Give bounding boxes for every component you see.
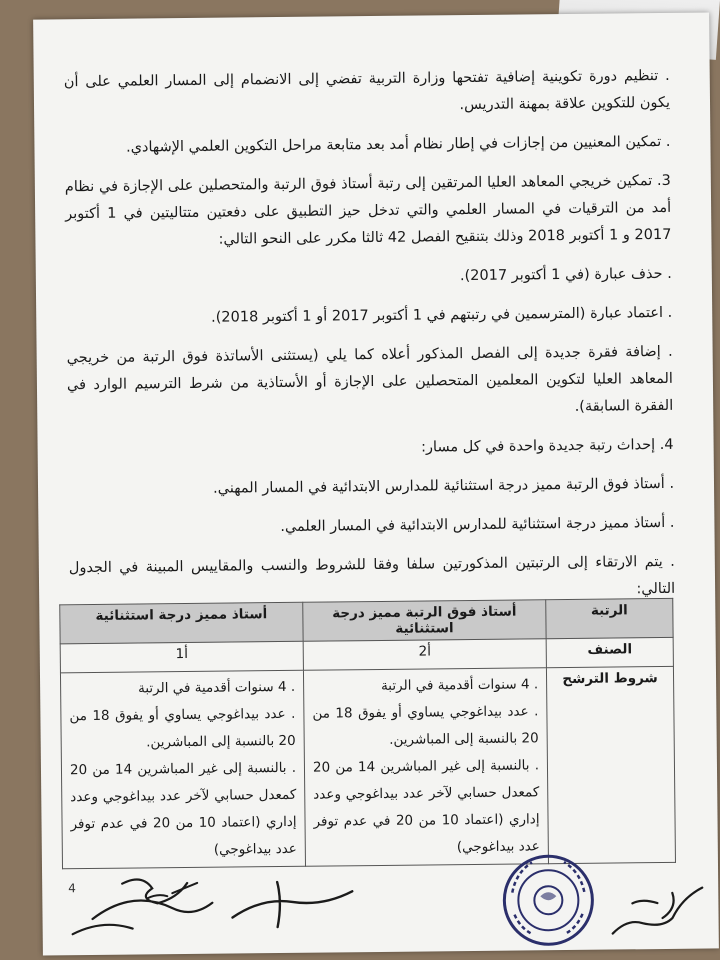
condition-non-active: . بالنسبة إلى غير المباشرين 14 من 20 كمعدل حسابي لآخر عدد بيداغوجي وعدد إداري (اعتماد 10 من 20 في عدم توفر عدد بيداغوجي) bbox=[312, 757, 540, 856]
table-row bbox=[60, 666, 675, 868]
header-senior-teacher: أستاذ فوق الرتبة مميز درجة استثنائية bbox=[303, 600, 546, 642]
category-senior: أ2 bbox=[303, 639, 546, 671]
page-number: 4 bbox=[68, 881, 76, 896]
paragraph-new-clause: . إضافة فقرة جديدة إلى الفصل المذكور أعلاه كما يلي (يستثنى الأساتذة فوق الرتبة من خريجي المعاهد العليا لتكوين المعلمين المتحصلين على الإجازة أو الأستاذية من شرط الترسيم الوارد في الفقرة السابقة). bbox=[66, 343, 674, 415]
document-body bbox=[64, 63, 676, 621]
condition-seniority: . 4 سنوات أقدمية في الرتبة bbox=[137, 678, 296, 697]
table-header-row bbox=[60, 598, 673, 643]
condition-non-active: . بالنسبة إلى غير المباشرين 14 من 20 كمعدل حسابي لآخر عدد بيداغوجي وعدد إداري (اعتماد 10 من 20 في عدم توفر عدد بيداغوجي) bbox=[69, 759, 297, 858]
condition-pedagogical-score: . عدد بيداغوجي يساوي أو يفوق 18 من 20 بالنسبة إلى المباشرين. bbox=[312, 703, 539, 748]
header-grade: الرتبة bbox=[546, 598, 673, 638]
condition-pedagogical-score: . عدد بيداغوجي يساوي أو يفوق 18 من 20 بالنسبة إلى المباشرين. bbox=[69, 705, 296, 751]
paragraph-item-3: 3. تمكين خريجي المعاهد العليا المرتقين إلى رتبة أستاذ فوق الرتبة والمتحصلين على الإجازة في نظام أمد من الترقيات في المسار العلمي والتي تدخل حيز التطبيق على دفعتين متتاليتين في 1 أكتوبر 2017 و 1 أكتوبر 2018 وذلك بتنقيح الفصل 42 ثالثا مكرر على النحو التالي: bbox=[64, 172, 672, 248]
header-distinguished-teacher: أستاذ مميز درجة استثنائية bbox=[60, 602, 303, 644]
conditions-senior bbox=[303, 668, 548, 867]
signature-right-icon bbox=[602, 868, 713, 939]
signature-left-icon bbox=[52, 863, 223, 945]
paragraph-professional-track: . أستاذ فوق الرتبة مميز درجة استثنائية للمدارس الابتدائية في المسار المهني. bbox=[213, 475, 675, 497]
category-distinguished: أ1 bbox=[60, 641, 303, 673]
paragraph-adopt-phrase: . اعتماد عبارة (المترسمين في رتبتهم في 1 أكتوبر 2017 أو 1 أكتوبر 2018). bbox=[211, 304, 673, 326]
official-seal-icon bbox=[500, 852, 597, 949]
signature-middle-icon bbox=[222, 876, 363, 937]
paragraph-table-intro: . يتم الارتقاء إلى الرتبتين المذكورتين سلفا وفقا للشروط والنسب والمقاييس المبينة في الجدول التالي: bbox=[68, 553, 676, 598]
conditions-distinguished bbox=[60, 670, 305, 869]
grades-table bbox=[59, 598, 676, 869]
grades-table-wrapper bbox=[59, 598, 676, 869]
row-label-conditions: شروط الترشح bbox=[546, 666, 675, 863]
paragraph-scientific-track: . أستاذ مميز درجة استثنائية للمدارس الابتدائية في المسار العلمي. bbox=[280, 514, 675, 536]
condition-seniority: . 4 سنوات أقدمية في الرتبة bbox=[380, 676, 539, 694]
row-label-category: الصنف bbox=[546, 637, 673, 667]
paragraph-training-session: . تنظيم دورة تكوينية إضافية تفتحها وزارة التربية تفضي إلى الانضمام إلى المسار العلمي على أن يكون للتكوين علاقة بمهنة التدريس. bbox=[63, 67, 671, 114]
paragraph-lmd-degrees: . تمكين المعنيين من إجازات في إطار نظام أمد بعد متابعة مراحل التكوين العلمي الإشهادي. bbox=[125, 133, 671, 156]
paragraph-item-4: 4. إحداث رتبة جديدة واحدة في كل مسار: bbox=[421, 436, 674, 456]
paragraph-delete-phrase: . حذف عبارة (في 1 أكتوبر 2017). bbox=[459, 265, 672, 285]
document-page bbox=[33, 12, 719, 955]
